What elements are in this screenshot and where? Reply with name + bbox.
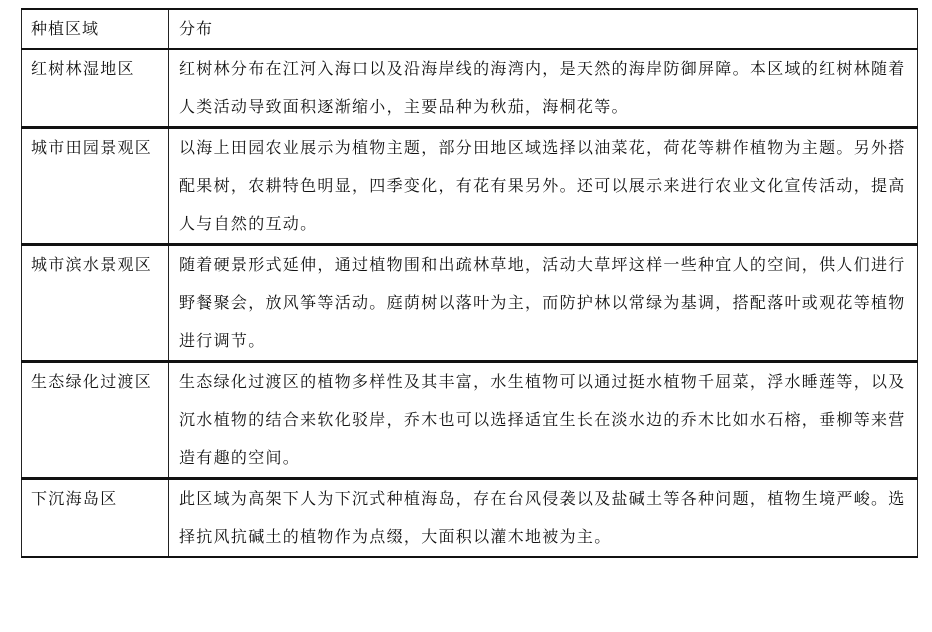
distribution-cell [169,128,918,245]
planting-zones-table [21,8,918,558]
header-region: 种植区域 [22,9,169,49]
distribution-text: 以海上田园农业展示为植物主题，部分田地区域选择以油菜花，荷花等耕作植物为主题。另外搭配果树，农耕特色明显，四季变化，有花有果另外。还可以展示来进行农业文化宣传活动，提高人与自然的互动。 [179,138,906,233]
region-name: 生态绿化过渡区 [31,372,153,391]
distribution-cell [169,362,918,479]
distribution-cell [169,479,918,558]
region-cell [22,479,169,558]
table-header-row [22,9,918,49]
table-row [22,479,918,558]
table-row [22,128,918,245]
distribution-text: 生态绿化过渡区的植物多样性及其丰富，水生植物可以通过挺水植物千屈菜，浮水睡莲等，以及沉水植物的结合来软化驳岸，乔木也可以选择适宜生长在淡水边的乔木比如水石榕，垂柳等来营造有趣的空间。 [179,372,906,467]
distribution-cell [169,245,918,362]
table-row [22,49,918,128]
table-row [22,362,918,479]
distribution-text: 红树林分布在江河入海口以及沿海岸线的海湾内，是天然的海岸防御屏障。本区域的红树林随着人类活动导致面积逐渐缩小，主要品种为秋茄，海桐花等。 [179,59,906,116]
region-name: 下沉海岛区 [31,489,118,508]
distribution-text: 此区域为高架下人为下沉式种植海岛，存在台风侵袭以及盐碱土等各种问题，植物生境严峻。选择抗风抗碱土的植物作为点缀，大面积以灌木地被为主。 [179,489,906,546]
distribution-text: 随着硬景形式延伸，通过植物围和出疏林草地，活动大草坪这样一些种宜人的空间，供人们进行野餐聚会，放风筝等活动。庭荫树以落叶为主，而防护林以常绿为基调，搭配落叶或观花等植物进行调节。 [179,255,906,350]
region-cell [22,362,169,479]
region-cell [22,128,169,245]
table-row [22,245,918,362]
region-cell [22,245,169,362]
region-name: 城市滨水景观区 [31,255,153,274]
distribution-cell [169,49,918,128]
region-name: 城市田园景观区 [31,138,153,157]
region-cell [22,49,169,128]
header-distribution: 分布 [169,9,918,49]
region-name: 红树林湿地区 [31,59,135,78]
